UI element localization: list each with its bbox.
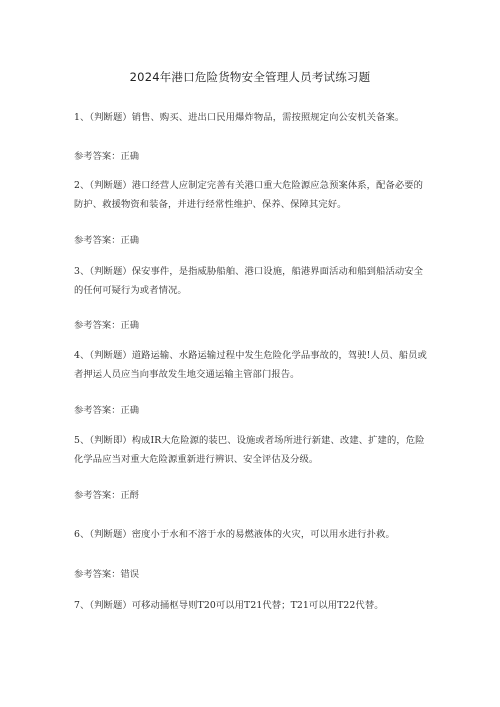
question-4: 4、（判断题）道路运输、水路运输过程中发生危险化学品事故的，驾驶!人员、船员或者押运人员应当向事故发生地交通运输主管部门报告。 bbox=[74, 350, 427, 380]
question-7: 7、（判断题）可移动捅枢导则T20可以用T21代替；T21可以用T22代替。 bbox=[74, 600, 384, 611]
answer-4: 参考答案：正确 bbox=[74, 405, 140, 416]
question-5: 5、（判断即）构成IR大危险源的装巴、设施或者场所进行新建、改建、扩建的，危险化学品应当对重大危险源重新进行辨识、安全评估及分级。 bbox=[74, 435, 425, 465]
question-1: 1、（判断题）销售、购买、进出口民用爆炸物品，需按照规定向公安机关备案。 bbox=[74, 112, 405, 123]
answer-3: 参考答案：正确 bbox=[74, 320, 140, 331]
question-6: 6、（判断题）密度小于水和不溶于水的易燃液体的火灾，可以用水进行扑救。 bbox=[74, 529, 395, 540]
question-2: 2、（判断题）港口经营人应制定完善有关港口重大危险源应急预案体系，配备必要的防护、救援物资和装备，并进行经常性维护、保养、保障其完好。 bbox=[74, 180, 424, 210]
answer-2: 参考答案：正确 bbox=[74, 235, 140, 246]
question-3: 3、（判断题）保安事件，是指威胁船舶、港口设施，船港界面活动和船到船活动安全的任何可疑行为或者情况。 bbox=[74, 266, 424, 296]
document-title: 2024年港口危险货物安全管理人员考试练习题 bbox=[129, 70, 371, 84]
answer-1: 参考答案：正确 bbox=[74, 151, 140, 162]
answer-6: 参考答案：错误 bbox=[74, 569, 140, 580]
answer-5: 参考答案：正酹 bbox=[74, 490, 140, 501]
